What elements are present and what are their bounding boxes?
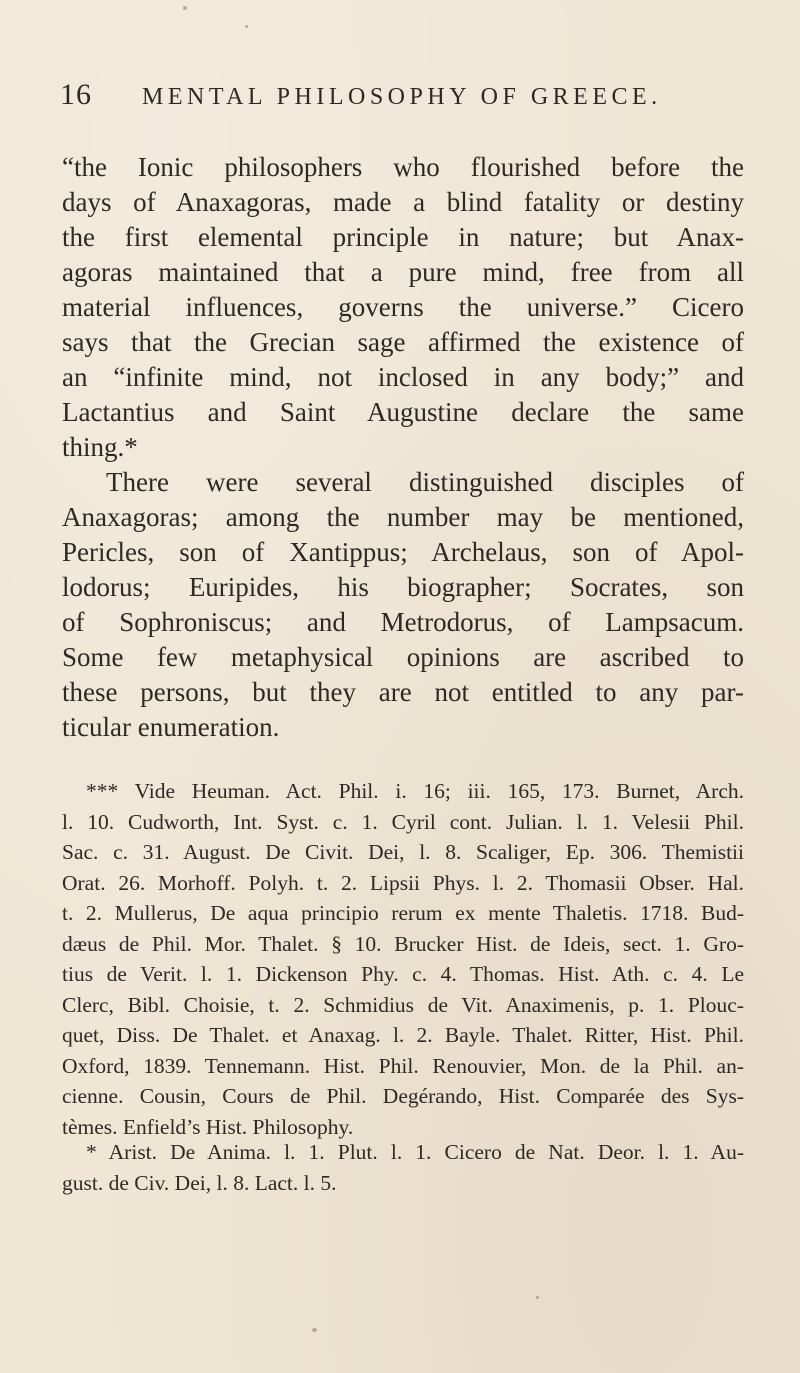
note-line: l. 10. Cudworth, Int. Syst. c. 1. Cyril cont. Julian. l. 1. Velesii Phil. — [62, 809, 744, 834]
note-line: *** Vide Heuman. Act. Phil. i. 16; iii. 165, 173. Burnet, Arch. — [86, 779, 744, 803]
ink-speck — [183, 6, 187, 10]
note-line: t. 2. Mullerus, De aqua principio rerum ex mente Thaletis. 1718. Bud- — [62, 901, 744, 925]
running-head: MENTAL PHILOSOPHY OF GREECE. — [142, 84, 662, 110]
text-line: the first elemental principle in nature; but Anax- — [62, 222, 744, 252]
note-line: dæus de Phil. Mor. Thalet. § 10. Brucker Hist. de Ideis, sect. 1. Gro- — [62, 931, 744, 956]
text-line: Anaxagoras; among the number may be mentioned, — [62, 502, 744, 532]
text-line: Some few metaphysical opinions are ascribed to — [62, 642, 744, 672]
text-line: days of Anaxagoras, made a blind fatality or destiny — [62, 187, 744, 217]
note-line: Clerc, Bibl. Choisie, t. 2. Schmidius de Vit. Anaximenis, p. 1. Plouc- — [62, 992, 744, 1017]
text-line: thing.* — [62, 432, 138, 462]
note-line: Oxford, 1839. Tennemann. Hist. Phil. Renouvier, Mon. de la Phil. an- — [62, 1053, 744, 1078]
text-line: lodorus; Euripides, his biographer; Socrates, son — [62, 572, 744, 602]
text-line: agoras maintained that a pure mind, free from all — [62, 257, 744, 287]
text-line: Lactantius and Saint Augustine declare the same — [62, 397, 744, 427]
main-text — [62, 150, 744, 745]
footnote — [62, 1137, 744, 1198]
note-line: tèmes. Enfield’s Hist. Philosophy. — [62, 1114, 354, 1139]
text-line: There were several distinguished disciples of — [106, 467, 744, 497]
page-number: 16 — [60, 78, 92, 111]
note-line: Orat. 26. Morhoff. Polyh. t. 2. Lipsii Phys. l. 2. Thomasii Obser. Hal. — [62, 870, 744, 895]
ink-speck — [245, 25, 248, 28]
text-line: an “infinite mind, not inclosed in any body;” and — [62, 362, 744, 392]
references-note — [62, 776, 744, 1142]
footnote-line: gust. de Civ. Dei, l. 8. Lact. l. 5. — [62, 1170, 337, 1195]
text-line: of Sophroniscus; and Metrodorus, of Lampsacum. — [62, 607, 744, 637]
note-line: Sac. c. 31. August. De Civit. Dei, l. 8. Scaliger, Ep. 306. Themistii — [62, 840, 744, 864]
page-header — [60, 78, 740, 118]
text-line: says that the Grecian sage affirmed the existence of — [62, 327, 744, 357]
text-line: Pericles, son of Xantippus; Archelaus, son of Apol- — [62, 537, 744, 567]
note-line: quet, Diss. De Thalet. et Anaxag. l. 2. Bayle. Thalet. Ritter, Hist. Phil. — [62, 1023, 744, 1047]
footnote-line: * Arist. De Anima. l. 1. Plut. l. 1. Cicero de Nat. Deor. l. 1. Au- — [86, 1140, 744, 1164]
note-line: tius de Verit. l. 1. Dickenson Phy. c. 4. Thomas. Hist. Ath. c. 4. Le — [62, 962, 744, 986]
text-line: ticular enumeration. — [62, 712, 280, 742]
ink-speck — [312, 1328, 317, 1332]
text-line: “the Ionic philosophers who flourished before the — [62, 152, 744, 182]
paragraph-1 — [62, 150, 744, 465]
text-line: these persons, but they are not entitled to any par- — [62, 677, 744, 707]
ink-speck — [536, 1296, 539, 1299]
text-line: material influences, governs the universe.” Cicero — [62, 292, 744, 322]
note-line: cienne. Cousin, Cours de Phil. Degérando, Hist. Comparée des Sys- — [62, 1084, 744, 1108]
paragraph-2 — [62, 465, 744, 745]
